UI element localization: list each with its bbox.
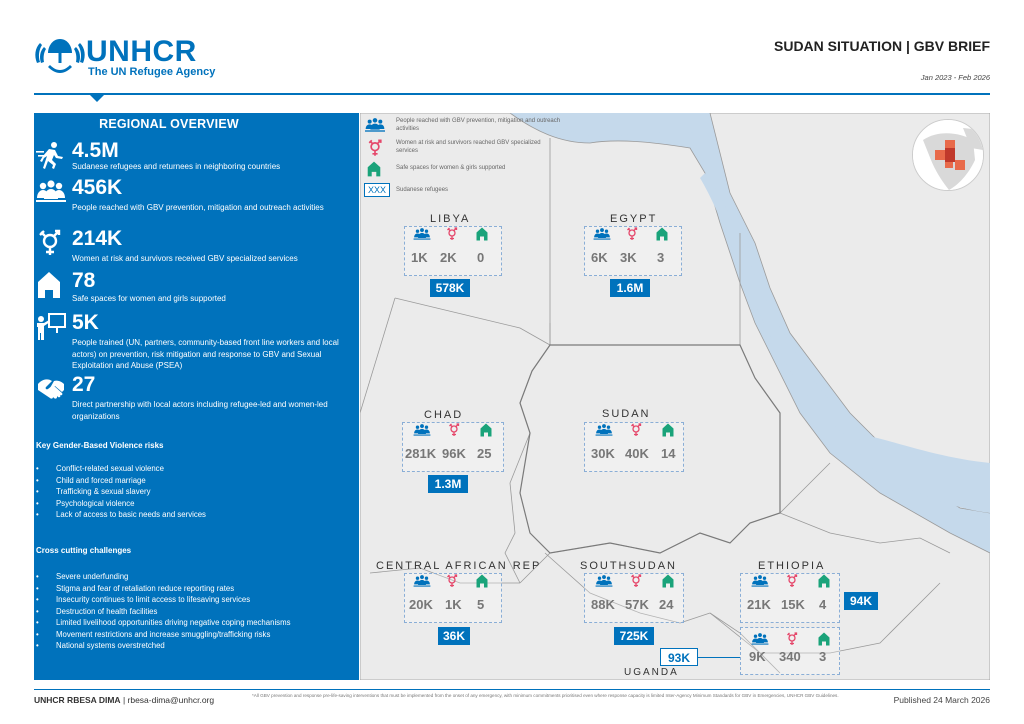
refugee-count-box-sample: XXX: [364, 183, 390, 197]
country-label-south-sudan: SOUTHSUDAN: [580, 560, 678, 572]
safe-house-icon: [659, 574, 677, 588]
stat-description: People reached with GBV prevention, mitigation and outreach activities: [72, 203, 324, 212]
services-value: 2K: [440, 250, 457, 265]
people-reached-value: 30K: [591, 446, 615, 461]
refugee-count-libya: 578K: [430, 279, 470, 297]
stat-description: Direct partnership with local actors including refugee-led and women-led organizations: [72, 400, 328, 421]
people-group-icon: [751, 574, 769, 588]
locator-globe: [912, 119, 984, 191]
country-label-uganda: UGANDA: [624, 667, 679, 678]
country-box-egypt: [584, 226, 682, 276]
trainer-board-icon: [35, 313, 67, 341]
gender-symbol-icon: [627, 574, 645, 588]
safe-house-icon: [366, 161, 382, 177]
country-box-sudan: [584, 422, 684, 472]
page-footer: [34, 689, 990, 709]
safe-spaces-value: 5: [477, 597, 485, 612]
country-label-sudan: SUDAN: [602, 408, 651, 420]
gender-symbol-icon: [443, 574, 461, 588]
people-group-icon: [364, 117, 386, 133]
challenges-heading: Cross cutting challenges: [36, 546, 132, 555]
report-period: Jan 2023 - Feb 2026: [920, 73, 990, 82]
refugee-count-egypt: 1.6M: [610, 279, 650, 297]
stat-value: 214K: [72, 227, 123, 250]
refugee-count-car: 36K: [438, 627, 470, 645]
country-label-egypt: EGYPT: [610, 213, 658, 225]
list-item: • Child and forced marriage: [34, 475, 334, 487]
stat-value: 4.5M: [72, 139, 119, 162]
gender-symbol-icon: [783, 632, 801, 646]
header-notch: [88, 93, 106, 102]
gender-symbol-icon: [783, 574, 801, 588]
footer-contact: UNHCR RBESA DIMA | rbesa-dima@unhcr.org: [34, 695, 215, 705]
safe-house-icon: [477, 423, 495, 437]
list-item: • Limited livelihood opportunities driving negative coping mechanisms: [34, 617, 324, 629]
people-group-icon: [413, 227, 431, 241]
logo-tagline: The UN Refugee Agency: [88, 66, 216, 78]
footer-published-date: Published 24 March 2026: [893, 695, 990, 705]
list-item: • National systems overstretched: [34, 640, 334, 652]
country-label-car: CENTRAL AFRICAN REP: [376, 560, 542, 572]
gender-symbol-icon: [35, 229, 67, 257]
services-value: 40K: [625, 446, 649, 461]
country-box-ethiopia: [740, 573, 840, 623]
gbv-risks-list: [34, 463, 334, 521]
people-reached-value: 281K: [405, 446, 437, 461]
list-item: • Severe underfunding: [34, 571, 334, 583]
list-item: • Stigma and fear of retaliation reduce reporting rates: [34, 583, 334, 595]
stat-description: Women at risk and survivors received GBV specialized services: [72, 254, 298, 263]
stat-description: People trained (UN, partners, community-based front line workers and local actors) on prevention, risk mitigation and response to GBV and Sexual Exploitation and Abuse (PSEA): [72, 338, 339, 370]
people-group-icon: [751, 632, 769, 646]
gender-symbol-icon: [623, 227, 641, 241]
country-box-car: [404, 573, 502, 623]
regional-overview-panel: [34, 113, 359, 680]
legend-text: Women at risk and survivors reached GBV specialized services: [396, 140, 541, 154]
people-group-icon: [595, 574, 613, 588]
uganda-leader-line: [698, 657, 740, 658]
refugee-count-south-sudan: 725K: [614, 627, 654, 645]
gender-symbol-icon: [366, 139, 384, 157]
services-value: 15K: [781, 597, 805, 612]
gender-symbol-icon: [443, 227, 461, 241]
people-group-icon: [35, 178, 67, 206]
safe-house-icon: [815, 632, 833, 646]
services-value: 340: [779, 649, 801, 664]
country-box-uganda: [740, 627, 840, 675]
stat-description: Safe spaces for women and girls supported: [72, 294, 226, 303]
safe-spaces-value: 25: [477, 446, 492, 461]
list-item: • Psychological violence: [34, 498, 334, 510]
people-group-icon: [413, 423, 431, 437]
safe-house-icon: [815, 574, 833, 588]
safe-house-icon: [473, 227, 491, 241]
list-item: • Movement restrictions and increase smuggling/trafficking risks: [34, 629, 334, 641]
footer-note: *All GBV prevention and response pre-life-saving interventions that must be implemented from the onset of any emergency, with minimum commitments prioritised even where response capacity is limited Inter-Agency Minimum Standards for GBV in Emergencies, UNHCR GBV Guidelines.: [252, 693, 839, 698]
stat-value: 5K: [72, 311, 99, 334]
people-reached-value: 20K: [409, 597, 433, 612]
country-box-south-sudan: [584, 573, 684, 623]
list-item: • Insecurity continues to limit access to lifesaving services: [34, 594, 334, 606]
stat-description: Sudanese refugees and returnees in neighboring countries: [72, 162, 281, 171]
refugee-count-ethiopia: 94K: [844, 592, 878, 610]
stat-value: 78: [72, 269, 96, 292]
regional-map: [360, 113, 990, 680]
safe-spaces-value: 14: [661, 446, 676, 461]
legend-text: People reached with GBV prevention, mitigation and outreach activities: [396, 118, 561, 132]
services-value: 57K: [625, 597, 649, 612]
services-value: 3K: [620, 250, 637, 265]
list-item: • Lack of access to basic needs and services: [34, 509, 234, 521]
person-fleeing-icon: [35, 141, 67, 169]
gender-symbol-icon: [627, 423, 645, 437]
safe-house-icon: [35, 271, 67, 299]
safe-house-icon: [653, 227, 671, 241]
people-reached-value: 1K: [411, 250, 428, 265]
document-title: SUDAN SITUATION | GBV BRIEF: [774, 38, 990, 54]
header-divider: [34, 93, 990, 95]
logo-name: UNHCR: [86, 35, 197, 68]
stat-value: 27: [72, 373, 96, 396]
safe-spaces-value: 4: [819, 597, 827, 612]
challenges-list: [34, 571, 334, 652]
panel-title: REGIONAL OVERVIEW: [99, 117, 239, 131]
safe-spaces-value: 0: [477, 250, 485, 265]
people-reached-value: 6K: [591, 250, 608, 265]
people-reached-value: 21K: [747, 597, 771, 612]
gbv-risks-heading: Key Gender-Based Violence risks: [36, 441, 164, 450]
handshake-icon: [35, 375, 67, 403]
services-value: 96K: [442, 446, 466, 461]
country-box-chad: [402, 422, 504, 472]
map-legend: [360, 113, 560, 208]
legend-text: Safe spaces for women & girls supported: [396, 165, 506, 171]
safe-spaces-value: 3: [819, 649, 827, 664]
safe-house-icon: [473, 574, 491, 588]
services-value: 1K: [445, 597, 462, 612]
unhcr-emblem-icon: [34, 33, 86, 77]
list-item: • Trafficking & sexual slavery: [34, 486, 334, 498]
refugee-count-uganda: 93K: [660, 648, 698, 666]
people-reached-value: 9K: [749, 649, 766, 664]
people-group-icon: [413, 574, 431, 588]
people-reached-value: 88K: [591, 597, 615, 612]
country-label-ethiopia: ETHIOPIA: [758, 560, 826, 572]
country-label-chad: CHAD: [424, 409, 464, 421]
footer-email[interactable]: rbesa-dima@unhcr.org: [127, 695, 215, 705]
people-group-icon: [595, 423, 613, 437]
safe-house-icon: [659, 423, 677, 437]
stat-value: 456K: [72, 176, 123, 199]
refugee-count-chad: 1.3M: [428, 475, 468, 493]
locator-map-icon: [913, 120, 984, 191]
footer-office: UNHCR RBESA DIMA: [34, 695, 121, 705]
list-item: • Destruction of health facilities: [34, 606, 334, 618]
unhcr-logo: [34, 33, 224, 81]
gender-symbol-icon: [445, 423, 463, 437]
country-label-libya: LIBYA: [430, 213, 471, 225]
country-box-libya: [404, 226, 502, 276]
people-group-icon: [593, 227, 611, 241]
safe-spaces-value: 24: [659, 597, 674, 612]
legend-text: Sudanese refugees: [396, 187, 449, 193]
safe-spaces-value: 3: [657, 250, 665, 265]
list-item: • Conflict-related sexual violence: [34, 463, 334, 475]
